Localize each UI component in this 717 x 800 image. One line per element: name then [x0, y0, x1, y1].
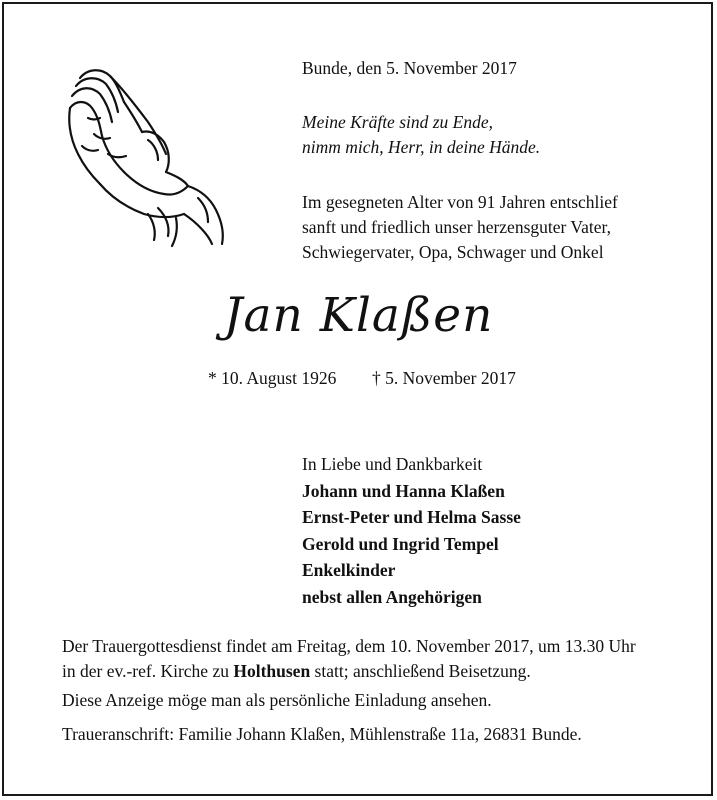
mourner-name: Johann und Hanna Klaßen [302, 480, 505, 501]
mourners-block [302, 451, 521, 610]
service-info [62, 634, 662, 684]
mourner-name: nebst allen Angehörigen [302, 586, 482, 607]
invitation-note: Diese Anzeige möge man als persönliche Einladung ansehen. [62, 690, 492, 710]
intro-text [302, 190, 660, 265]
intro-line-3: Schwiegervater, Opa, Schwager und Onkel [302, 242, 604, 262]
verse-line-2: nimm mich, Herr, in deine Hände. [302, 137, 541, 157]
mourner-name: Enkelkinder [302, 560, 396, 580]
service-location: Holthusen [233, 661, 311, 681]
death-date: † 5. November 2017 [372, 368, 516, 388]
place-date: Bunde, den 5. November 2017 [302, 58, 517, 78]
birth-date: * 10. August 1926 [208, 368, 337, 388]
service-line-2 [62, 659, 662, 684]
mourners-heading: In Liebe und Dankbarkeit [302, 454, 483, 474]
service-suffix: statt; anschließend Beisetzung. [310, 661, 531, 681]
intro-line-1: Im gesegneten Alter von 91 Jahren entschlief [302, 192, 618, 212]
deceased-name: Jan Klaßen [223, 288, 494, 343]
intro-line-2: sanft und friedlich unser herzensguter Vater, [302, 217, 612, 237]
service-line-1: Der Trauergottesdienst findet am Freitag, dem 10. November 2017, um 13.30 Uhr [62, 636, 636, 656]
praying-hands-icon [58, 58, 238, 248]
verse-line-1: Meine Kräfte sind zu Ende, [302, 112, 494, 132]
mourner-name: Gerold und Ingrid Tempel [302, 533, 499, 554]
service-prefix: in der ev.-ref. Kirche zu [62, 661, 234, 681]
verse [302, 110, 540, 160]
mourner-name: Ernst-Peter und Helma Sasse [302, 507, 521, 527]
mourning-address: Traueranschrift: Familie Johann Klaßen, Mühlenstraße 11a, 26831 Bunde. [62, 724, 582, 744]
